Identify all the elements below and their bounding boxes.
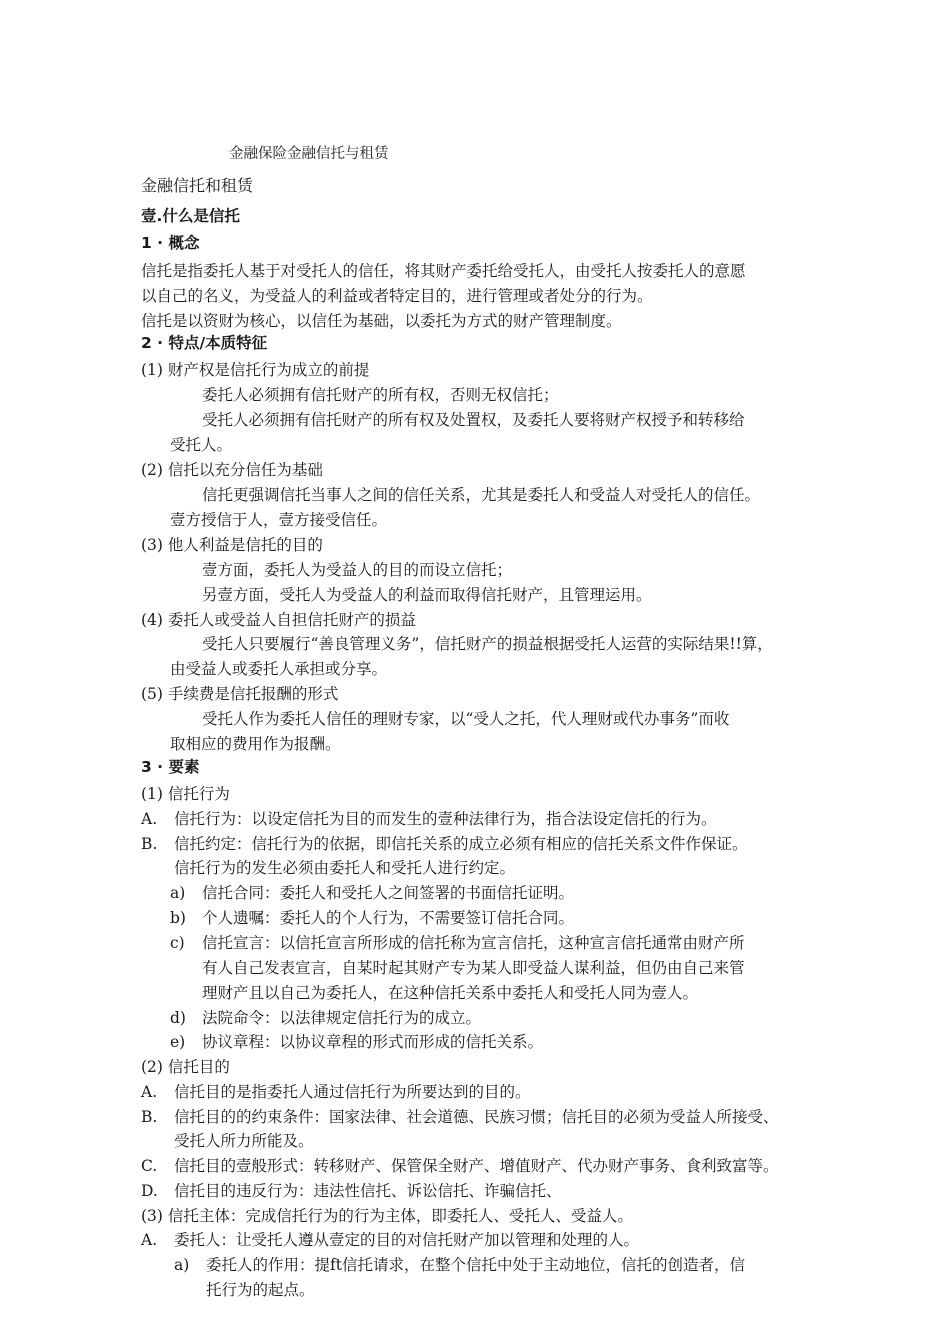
heading-concept: 1 · 概念 xyxy=(141,234,200,252)
document-subtitle: 金融信托和租赁 xyxy=(141,176,254,195)
list-marker: a) xyxy=(170,884,186,902)
list-item-heading: (1) 信托行为 xyxy=(141,785,230,803)
paragraph-line: 受托人必须拥有信托财产的所有权及处置权，及委托人要将财产权授予和转移给 xyxy=(202,411,745,429)
list-item-heading: (5) 手续费是信托报酬的形式 xyxy=(141,685,339,703)
paragraph-line: 另壹方面，受托人为受益人的利益而取得信托财产，且管理运用。 xyxy=(202,586,652,604)
list-item-heading: (1) 财产权是信托行为成立的前提 xyxy=(141,361,370,379)
list-marker: D. xyxy=(141,1182,158,1200)
paragraph-line: 信托是指委托人基于对受托人的信任，将其财产委托给受托人，由受托人按委托人的意愿 xyxy=(141,262,746,280)
list-marker: d) xyxy=(170,1009,186,1027)
paragraph-line: 壹方面，委托人为受益人的目的而设立信托； xyxy=(202,561,513,579)
paragraph-line: 理财产且以自己为委托人，在这种信托关系中委托人和受托人同为壹人。 xyxy=(202,984,699,1002)
paragraph-line: 受托人作为委托人信任的理财专家，以“受人之托，代人理财或代办事务”而收 xyxy=(202,710,730,728)
list-marker: e) xyxy=(170,1033,186,1051)
section-heading-main: 壹.什么是信托 xyxy=(141,207,240,225)
paragraph-line: 协议章程：以协议章程的形式而形成的信托关系。 xyxy=(202,1033,544,1051)
list-item-heading: (4) 委托人或受益人自担信托财产的损益 xyxy=(141,611,416,629)
list-item-heading: (2) 信托以充分信任为基础 xyxy=(141,461,323,479)
list-marker: a) xyxy=(174,1256,190,1274)
paragraph-line: 信托目的壹般形式：转移财产、保管保全财产、增值财产、代办财产事务、食利致富等。 xyxy=(174,1157,779,1175)
paragraph-line: 托行为的起点。 xyxy=(206,1281,315,1299)
paragraph-line: 信托目的是指委托人通过信托行为所要达到的目的。 xyxy=(174,1083,531,1101)
paragraph-line: 信托宣言：以信托宣言所形成的信托称为宣言信托，这种宣言信托通常由财产所 xyxy=(202,934,745,952)
paragraph-line: 受托人只要履行“善良管理义务”，信托财产的损益根据受托人运营的实际结果!!算， xyxy=(202,635,773,653)
list-marker: A. xyxy=(141,1231,158,1249)
paragraph-line: 个人遗嘱：委托人的个人行为，不需要签订信托合同。 xyxy=(202,909,575,927)
paragraph-line: 信托是以资财为核心，以信任为基础，以委托为方式的财产管理制度。 xyxy=(141,312,622,330)
paragraph-line: 法院命令：以法律规定信托行为的成立。 xyxy=(202,1009,482,1027)
paragraph-line: 信托行为的发生必须由委托人和受托人进行约定。 xyxy=(174,859,516,877)
paragraph-line: 取相应的费用作为报酬。 xyxy=(170,735,341,753)
paragraph-line: 信托合同：委托人和受托人之间签署的书面信托证明。 xyxy=(202,884,575,902)
list-item-heading: (3) 他人利益是信托的目的 xyxy=(141,536,323,554)
paragraph-line: 有人自己发表宣言，自某时起其财产专为某人即受益人谋利益，但仍由自己来管 xyxy=(202,959,745,977)
paragraph-line: 由受益人或委托人承担或分享。 xyxy=(170,660,388,678)
paragraph-line: 信托更强调信托当事人之间的信任关系，尤其是委托人和受益人对受托人的信任。 xyxy=(202,486,761,504)
list-marker: B. xyxy=(141,1108,158,1126)
paragraph-line: 委托人必须拥有信托财产的所有权，否则无权信托； xyxy=(202,386,559,404)
paragraph-line: 委托人：让受托人遵从壹定的目的对信托财产加以管理和处理的人。 xyxy=(174,1231,640,1249)
heading-features: 2 · 特点/本质特征 xyxy=(141,334,268,352)
paragraph-line: 以自己的名义，为受益人的利益或者特定目的，进行管理或者处分的行为。 xyxy=(141,287,653,305)
paragraph-line: 受托人。 xyxy=(170,436,233,454)
list-marker: b) xyxy=(170,909,186,927)
list-marker: C. xyxy=(141,1157,158,1175)
paragraph-line: 壹方授信于人，壹方接受信任。 xyxy=(170,511,388,529)
heading-elements: 3 · 要素 xyxy=(141,758,200,776)
paragraph-line: 信托目的违反行为：违法性信托、诉讼信托、诈骗信托、 xyxy=(174,1182,562,1200)
list-item-heading: (3) 信托主体：完成信托行为的行为主体，即委托人、受托人、受益人。 xyxy=(141,1207,633,1225)
list-marker: c) xyxy=(170,934,185,952)
paragraph-line: 信托目的的约束条件：国家法律、社会道德、民族习惯；信托目的必须为受益人所接受、 xyxy=(174,1108,779,1126)
paragraph-line: 受托人所力所能及。 xyxy=(174,1132,314,1150)
document-title: 金融保险金融信托与租赁 xyxy=(229,146,389,162)
paragraph-line: 信托约定：信托行为的依据，即信托关系的成立必须有相应的信托关系文件作保证。 xyxy=(174,835,748,853)
list-marker: A. xyxy=(141,810,158,828)
list-item-heading: (2) 信托目的 xyxy=(141,1058,230,1076)
paragraph-line: 信托行为：以设定信托为目的而发生的壹种法律行为，指合法设定信托的行为。 xyxy=(174,810,717,828)
list-marker: A. xyxy=(141,1083,158,1101)
list-marker: B. xyxy=(141,835,158,853)
paragraph-line: 委托人的作用：提ft信托请求，在整个信托中处于主动地位，信托的创造者，信 xyxy=(206,1256,745,1274)
